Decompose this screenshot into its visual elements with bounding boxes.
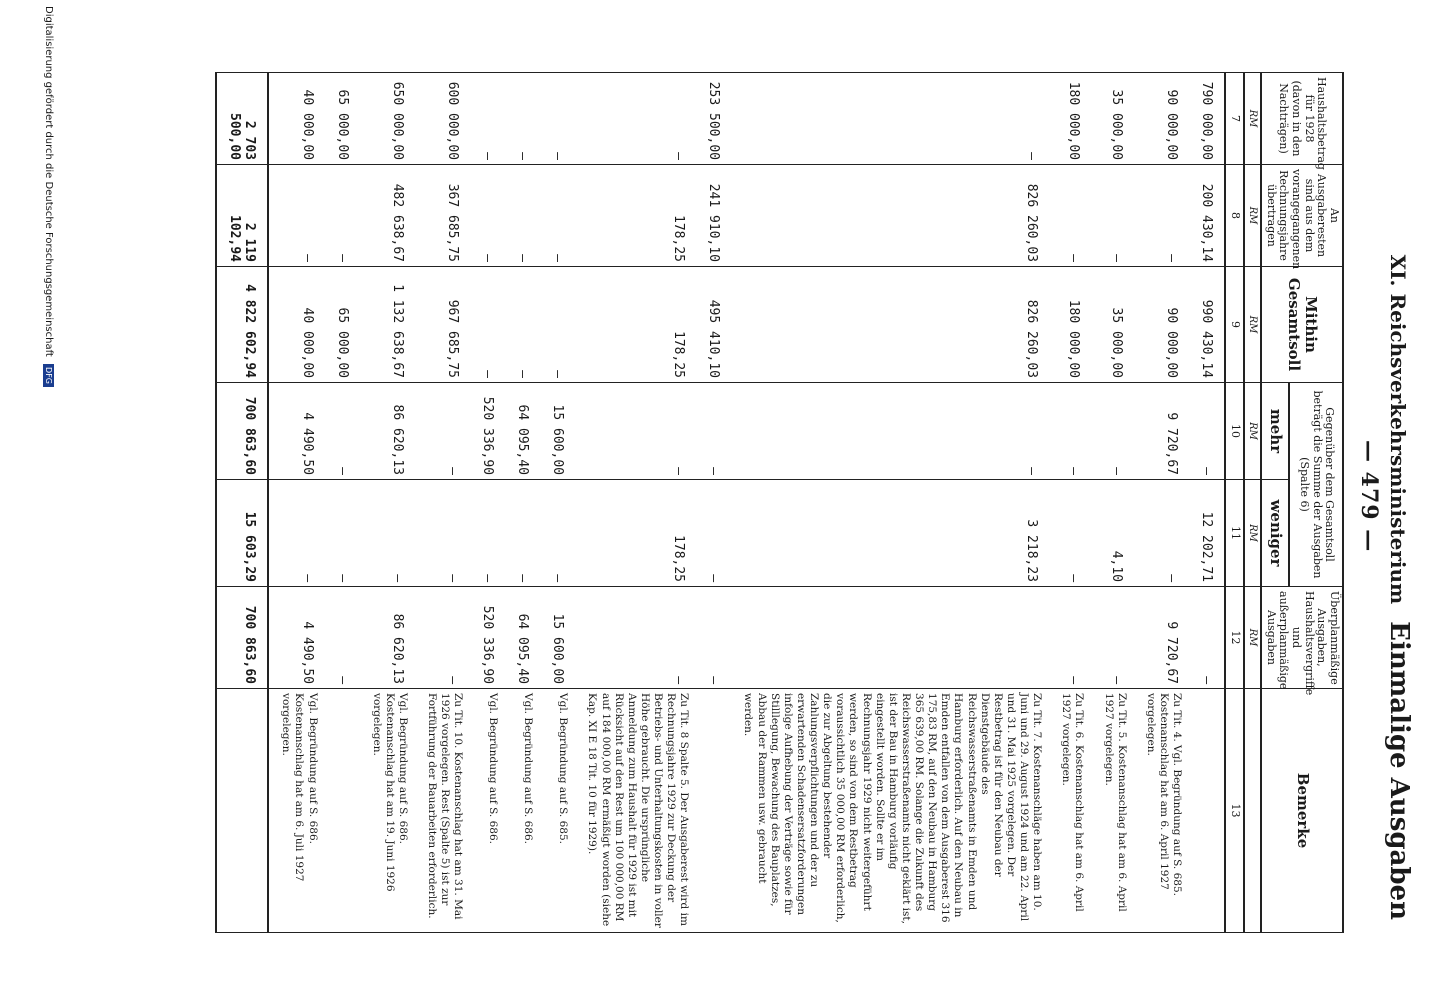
cell-c10: —	[696, 383, 731, 480]
dfg-logo: DFG	[43, 364, 54, 387]
unit-10: RM	[1244, 383, 1262, 480]
cell-c10: —	[1091, 383, 1133, 480]
cell-c10: —	[325, 383, 360, 480]
cell-c10: 86 620,13	[360, 383, 415, 480]
cell-c12: —	[575, 587, 696, 689]
cell-c10: 4 490,50	[268, 383, 324, 480]
col-num-7: 7	[1225, 73, 1244, 165]
cell-c11: —	[1049, 480, 1091, 587]
cell-c12: 15 600,00	[540, 587, 575, 689]
unit-9: RM	[1244, 267, 1262, 383]
cell-c11: —	[1134, 480, 1189, 587]
cell-c8: —	[470, 165, 505, 267]
digitization-text: Digitalisierung gefördert durch die Deutsche Forschungsgemeinschaft	[43, 6, 54, 357]
cell-c10: —	[415, 383, 470, 480]
cell-c11: —	[540, 480, 575, 587]
cell-c9: 1 132 638,67	[360, 267, 415, 383]
cell-c8: 200 430,14	[1189, 165, 1225, 267]
col-header-13: Bemerke	[1261, 689, 1343, 933]
cell-c8: —	[1134, 165, 1189, 267]
col-header-10: mehr	[1261, 383, 1289, 480]
total-row	[216, 73, 268, 933]
cell-c11: —	[470, 480, 505, 587]
section-header	[1384, 255, 1414, 920]
col-num-9: 9	[1225, 267, 1244, 383]
cell-c10: —	[575, 383, 696, 480]
cell-remark: Zu Tit. 10. Kostenanschlag hat am 31. Mai 1926 vorgelegen. Rest (Spalte 5) ist zur Fortführung der Bauarbeiten erforderlich.	[415, 689, 470, 933]
cell-c11: —	[415, 480, 470, 587]
cell-c8: —	[268, 165, 324, 267]
cell-c12: —	[415, 587, 470, 689]
table-row	[575, 73, 696, 933]
cell-c7: 790 000,00	[1189, 73, 1225, 165]
table-row	[268, 73, 324, 933]
cell-c7: 90 000,00	[1134, 73, 1189, 165]
cell-c8: 241 910,10	[696, 165, 731, 267]
col-num-8: 8	[1225, 165, 1244, 267]
cell-c9: —	[505, 267, 540, 383]
cell-c8: 178,25	[575, 165, 696, 267]
unit-7: RM	[1244, 73, 1262, 165]
cell-c9: 990 430,14	[1189, 267, 1225, 383]
table-row	[360, 73, 415, 933]
cell-c7: —	[470, 73, 505, 165]
cell-c10: —	[731, 383, 1049, 480]
table-row	[731, 73, 1049, 933]
section-title: Einmalige Ausgaben	[1384, 621, 1414, 920]
cell-c9: 90 000,00	[1134, 267, 1189, 383]
table-row	[1091, 73, 1133, 933]
table-row	[696, 73, 731, 933]
cell-c9: 4 822 602,94	[216, 267, 268, 383]
cell-c8: —	[325, 165, 360, 267]
cell-remark: Vgl. Begründung auf S. 686. Kostenanschlag hat am 19. Juni 1926 vorgelegen.	[360, 689, 415, 933]
cell-remark: Zu Tit. 4. Vgl. Begründung auf S. 685. Kostenanschlag hat am 6. April 1927 vorgelegen.	[1134, 689, 1189, 933]
cell-c9: 40 000,00	[268, 267, 324, 383]
table-row	[470, 73, 505, 933]
cell-c12: —	[325, 587, 360, 689]
cell-remark: Zu Tit. 8 Spalte 5. Der Ausgaberest wird im Rechnungsjahre 1929 zur Deckung der Betriebs- und Unterhaltungskosten in voller Höhe gebraucht. Die ursprüngliche Anmeldung zum Haushalt für 1929 ist mit Rücksicht auf den Rest um 100 000,00 RM auf 184 000,00 RM ermäßigt worden (siehe Kap. XI E 18 Tit. 10 für 1929).	[575, 689, 696, 933]
cell-c10: 700 863,60	[216, 383, 268, 480]
cell-c12: 700 863,60	[216, 587, 268, 689]
cell-remark	[325, 689, 360, 933]
cell-c12	[731, 587, 1049, 689]
cell-c7: 650 000,00	[360, 73, 415, 165]
cell-c10: 9 720,67	[1134, 383, 1189, 480]
table-row	[1049, 73, 1091, 933]
table-row	[415, 73, 470, 933]
cell-c11: 178,25	[575, 480, 696, 587]
cell-remark: Vgl. Begründung auf S. 685.	[540, 689, 575, 933]
cell-c7: —	[540, 73, 575, 165]
cell-c10: —	[1049, 383, 1091, 480]
cell-c7: 600 000,00	[415, 73, 470, 165]
cell-c8: —	[540, 165, 575, 267]
cell-c11: 4,10	[1091, 480, 1133, 587]
section-roman: XI.	[1386, 254, 1410, 287]
page-number: — 479 —	[1356, 440, 1382, 553]
cell-c8: —	[1091, 165, 1133, 267]
table-row	[325, 73, 360, 933]
cell-c9: 495 410,10	[696, 267, 731, 383]
cell-c12: 9 720,67	[1134, 587, 1189, 689]
cell-c8: 482 638,67	[360, 165, 415, 267]
cell-c9: —	[540, 267, 575, 383]
group-header: Gegenüber dem Gesamtsoll beträgt die Summe der Ausgaben (Spalte 6)	[1290, 383, 1344, 587]
col-header-11: weniger	[1261, 480, 1289, 587]
cell-remark: Vgl. Begründung auf S. 686. Kostenanschlag hat am 6. Juli 1927 vorgelegen.	[268, 689, 324, 933]
table-body	[216, 73, 1225, 933]
cell-c7: 2 703 500,00	[216, 73, 268, 165]
cell-c8: 826 260,03	[731, 165, 1049, 267]
cell-remark	[696, 689, 731, 933]
cell-remark: Zu Tit. 6. Kostenanschlag hat am 6. April 1927 vorgelegen.	[1049, 689, 1091, 933]
cell-remark	[216, 689, 268, 933]
cell-c8: —	[505, 165, 540, 267]
cell-remark: Vgl. Begründung auf S. 686.	[470, 689, 505, 933]
table-row	[540, 73, 575, 933]
cell-c8: 2 119 102,94	[216, 165, 268, 267]
cell-c11: 3 218,23	[731, 480, 1049, 587]
cell-c12: 86 620,13	[360, 587, 415, 689]
cell-c7: —	[731, 73, 1049, 165]
unit-13	[1244, 689, 1262, 933]
col-num-12: 12	[1225, 587, 1244, 689]
col-num-13: 13	[1225, 689, 1244, 933]
cell-c12: —	[696, 587, 731, 689]
cell-c7: 40 000,00	[268, 73, 324, 165]
cell-c9: 65 000,00	[325, 267, 360, 383]
cell-c9: 967 685,75	[415, 267, 470, 383]
col-header-12: Überplanmäßige Ausgaben, Haushaltsvergriffe und außerplanmäßige Ausgaben	[1261, 587, 1343, 689]
cell-c12: —	[1049, 587, 1091, 689]
cell-c10: 64 095,40	[505, 383, 540, 480]
cell-remark	[1189, 689, 1225, 933]
cell-c10: 520 336,90	[470, 383, 505, 480]
cell-c12: —	[1091, 587, 1133, 689]
cell-c10: —	[1189, 383, 1225, 480]
cell-c9: —	[470, 267, 505, 383]
col-header-9: Mithin Gesamtsoll	[1261, 267, 1343, 383]
cell-c7: 65 000,00	[325, 73, 360, 165]
table-row	[505, 73, 540, 933]
cell-c12: —	[1189, 587, 1225, 689]
cell-c7: 180 000,00	[1049, 73, 1091, 165]
cell-c7: 253 500,00	[696, 73, 731, 165]
col-header-7: Haushaltsbetrag für 1928 (davon in den Nachträgen)	[1261, 73, 1343, 165]
cell-c11: —	[360, 480, 415, 587]
cell-c12: 4 490,50	[268, 587, 324, 689]
cell-remark: Zu Tit. 5. Kostenanschlag hat am 6. April 1927 vorgelegen.	[1091, 689, 1133, 933]
unit-8: RM	[1244, 165, 1262, 267]
cell-c11: —	[325, 480, 360, 587]
table-row	[1189, 73, 1225, 933]
cell-c10: 15 600,00	[540, 383, 575, 480]
expenditure-table	[215, 72, 1344, 933]
cell-remark: Zu Tit. 7. Kostenanschläge haben am 10. Juni und 29. August 1924 und am 22. April und 31. Mai 1925 vorgelegen. Der Restbetrag ist für den Neubau der Dienstgebäude des Reichswasserstraßenamts in Emden und Hamburg erforderlich. Auf den Neubau in Emden entfallen von dem Ausgaberest 316 175,83 RM, auf den Neubau in Hamburg 365 639,00 RM. Solange die Zukunft des Reichswasserstraßenamts nicht geklärt ist, ist der Bau in Hamburg vorläufig eingestellt worden. Sollte er im Rechnungsjahr 1929 nicht weitergeführt werden, so sind von dem Restbetrag voraussichtlich 35 000,00 RM erforderlich, die zur Abgeltung bestehender Zahlungsverpflichtungen und der zu erwartenden Schadensersatzforderungen infolge Aufhebung der Verträge sowie für Stilllegung, Bewachung des Bauplatzes, Abbau der Rammen usw. gebraucht werden.	[731, 689, 1049, 933]
cell-c11: —	[268, 480, 324, 587]
cell-c7: 35 000,00	[1091, 73, 1133, 165]
cell-c8: 367 685,75	[415, 165, 470, 267]
cell-c12: 520 336,90	[470, 587, 505, 689]
unit-12: RM	[1244, 587, 1262, 689]
cell-c12: 64 095,40	[505, 587, 540, 689]
table-row	[1134, 73, 1189, 933]
digitization-note	[43, 6, 54, 387]
cell-c9: 35 000,00	[1091, 267, 1133, 383]
ministry-name: Reichsverkehrsministerium	[1386, 293, 1410, 605]
cell-c11: 12 202,71	[1189, 480, 1225, 587]
col-num-10: 10	[1225, 383, 1244, 480]
cell-remark: Vgl. Begründung auf S. 686.	[505, 689, 540, 933]
cell-c11: —	[696, 480, 731, 587]
cell-c9: 178,25	[575, 267, 696, 383]
cell-c7: —	[575, 73, 696, 165]
cell-c11: 15 603,29	[216, 480, 268, 587]
col-num-11: 11	[1225, 480, 1244, 587]
cell-c9: 180 000,00	[1049, 267, 1091, 383]
unit-11: RM	[1244, 480, 1262, 587]
cell-c9: 826 260,03	[731, 267, 1049, 383]
col-header-8: An Ausgaberesten sind aus dem vorangegangenen Rechnungsjahre übertragen	[1261, 165, 1343, 267]
cell-c8: —	[1049, 165, 1091, 267]
cell-c7: —	[505, 73, 540, 165]
cell-c11: —	[505, 480, 540, 587]
